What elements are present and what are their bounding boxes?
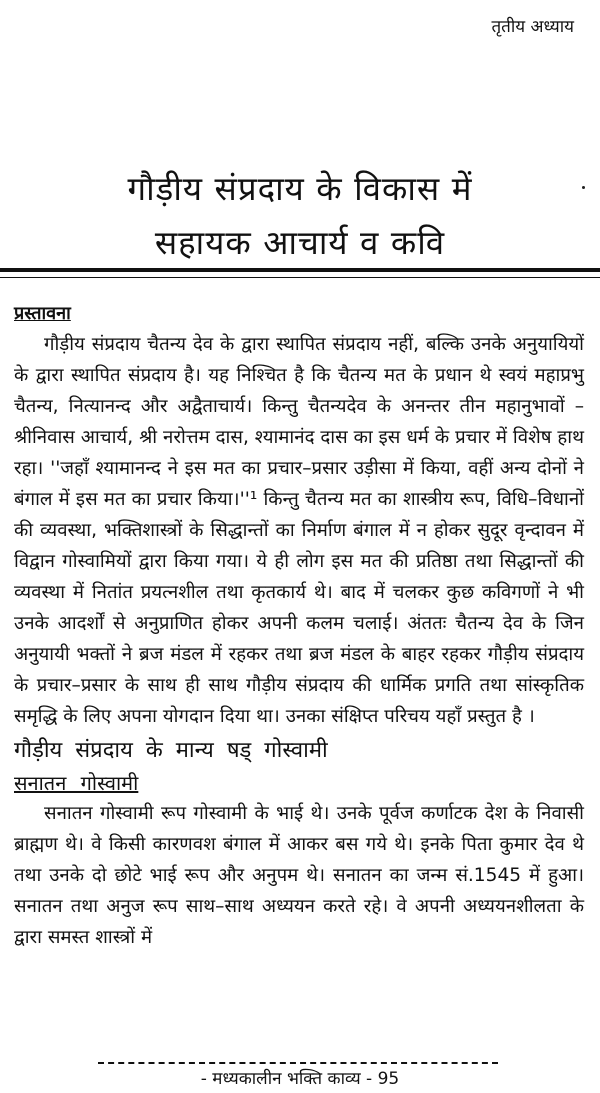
section-heading-intro: प्रस्तावना bbox=[14, 303, 71, 324]
chapter-title bbox=[0, 162, 600, 270]
chapter-title-line-1: गौड़ीय संप्रदाय के विकास में bbox=[127, 169, 473, 208]
chapter-title-line-2: सहायक आचार्य व कवि bbox=[154, 223, 446, 262]
title-rule-thick bbox=[0, 268, 600, 272]
title-rule-thin bbox=[0, 277, 600, 278]
sanatan-paragraph: सनातन गोस्वामी रूप गोस्वामी के भाई थे। उनके पूर्वज कर्णाटक देश के निवासी ब्राह्मण थे। वे किसी कारणवश बंगाल में आकर बस गये थे। इनके पिता कुमार देव थे तथा उनके दो छोटे भाई रूप और अनुपम थे। सनातन का जन्म सं.1545 में हुआ। सनातन तथा अनुज रूप साथ–साथ अध्ययन करते रहे। वे अपनी अध्ययनशीलता के द्वारा समस्त शास्त्रों में bbox=[14, 803, 584, 948]
page-footer: - मध्यकालीन भक्ति काव्य - 95 bbox=[200, 1069, 400, 1089]
running-head: तृतीय अध्याय bbox=[491, 17, 574, 37]
subheading-sanatan: सनातन गोस्वामी bbox=[14, 771, 139, 795]
body-text bbox=[14, 298, 584, 953]
section-heading-goswami: गौड़ीय संप्रदाय के मान्य षड् गोस्वामी bbox=[14, 738, 328, 763]
intro-paragraph: गौड़ीय संप्रदाय चैतन्य देव के द्वारा स्थापित संप्रदाय नहीं, बल्कि उनके अनुयायियों के द्वारा स्थापित संप्रदाय है। यह निश्चित है कि चैतन्य मत के प्रधान थे स्वयं महाप्रभु चैतन्य, नित्यानन्द और अद्वैताचार्य। किन्तु चैतन्यदेव के अनन्तर तीन महानुभावों – श्रीनिवास आचार्य, श्री नरोत्तम दास, श्यामानंद दास का इस धर्म के प्रचार में विशेष हाथ रहा। ''जहाँ श्यामानन्द ने इस मत का प्रचार–प्रसार उड़ीसा में किया, वहीं अन्य दोनों ने बंगाल में इस मत का प्रचार किया।''¹ किन्तु चैतन्य मत का शास्त्रीय रूप, विधि–विधानों की व्यवस्था, भक्तिशास्त्रों के सिद्धान्तों का निर्माण बंगाल में न होकर सुदूर वृन्दावन में विद्वान गोस्वामियों द्वारा किया गया। ये ही लोग इस मत की प्रतिष्ठा तथा सिद्धान्तों की व्यवस्था में नितांत प्रयत्नशील तथा कृतकार्य थे। बाद में चलकर कुछ कविगणों ने भी उनके आदर्शों से अनुप्राणित होकर अपनी कलम चलाई। अंततः चैतन्य देव के जिन अनुयायी भक्तों ने ब्रज मंडल में रहकर तथा ब्रज मंडल के बाहर रहकर गौड़ीय संप्रदाय के प्रचार–प्रसार के साथ ही साथ गौड़ीय संप्रदाय की धार्मिक प्रगति तथा सांस्कृतिक समृद्धि के लिए अपना योगदान दिया था। उनका संक्षिप्त परिचय यहाँ प्रस्तुत है । bbox=[14, 334, 584, 727]
speck bbox=[582, 186, 585, 189]
footer-dash-rule bbox=[98, 1062, 498, 1064]
